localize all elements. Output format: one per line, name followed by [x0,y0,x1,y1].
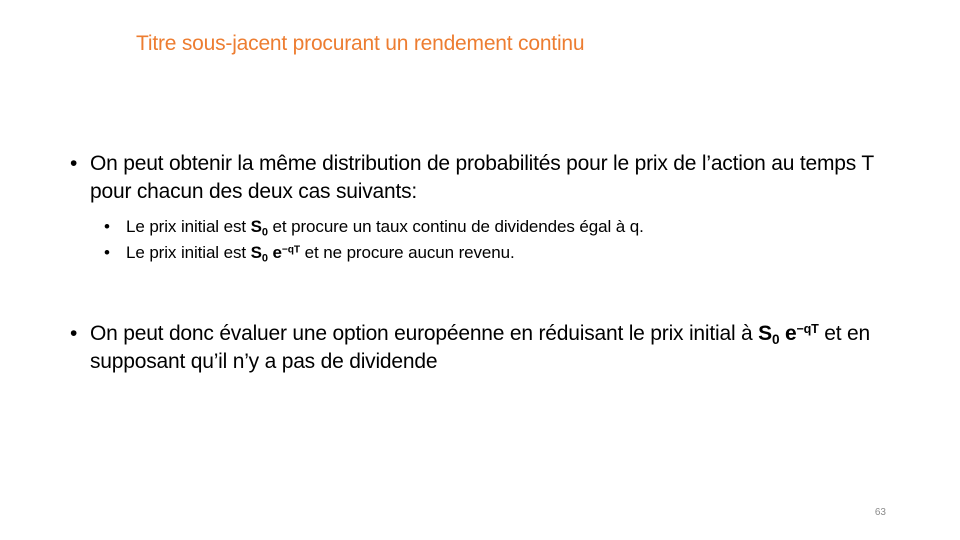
bullet-block-1 [70,150,900,266]
math-subscript: 0 [261,252,268,265]
bullet-main-1 [70,150,900,206]
math-exp-base: e [267,243,282,262]
math-s0 [250,217,268,239]
sub-bullet-1-text-before: Le prix initial est [126,217,251,236]
bullet-dot-icon: • [70,152,78,175]
math-exponent: −qT [281,244,301,256]
bullet-dot-icon: • [104,243,110,262]
page-number: 63 [874,507,886,518]
math-var: S [250,217,262,236]
math-subscript: 0 [771,332,780,348]
bullet-main-2-text-after: et en supposant qu’il n’y a pas de dividende [90,322,870,373]
bullet-dot-icon: • [104,217,110,236]
slide-title: Titre sous-jacent procurant un rendement continu [136,32,585,55]
math-exponent: −qT [796,322,819,337]
bullet-block-2 [70,320,900,376]
math-exp-base: e [779,322,797,345]
bullet-main-1-text: On peut obtenir la même distribution de probabilités pour le prix de l’action au temps T pour chacun des deux cas suivants: [90,152,874,203]
math-subscript: 0 [261,226,268,239]
sub-bullet-1 [104,214,900,240]
math-var: S [250,243,262,262]
bullet-main-2-text-before: On peut donc évaluer une option européenne en réduisant le prix initial à [90,322,759,345]
sub-bullet-2 [104,240,900,266]
sub-bullet-2-text-after: et ne procure aucun revenu. [300,243,515,262]
bullet-main-2 [70,320,900,376]
sub-bullet-2-text-before: Le prix initial est [126,243,251,262]
sub-bullet-list [70,214,900,266]
math-s0-exp [758,322,819,348]
math-var: S [758,322,772,345]
sub-bullet-1-text-after: et procure un taux continu de dividendes égal à q. [267,217,644,236]
math-s0-exp [250,243,301,265]
bullet-dot-icon: • [70,322,78,345]
